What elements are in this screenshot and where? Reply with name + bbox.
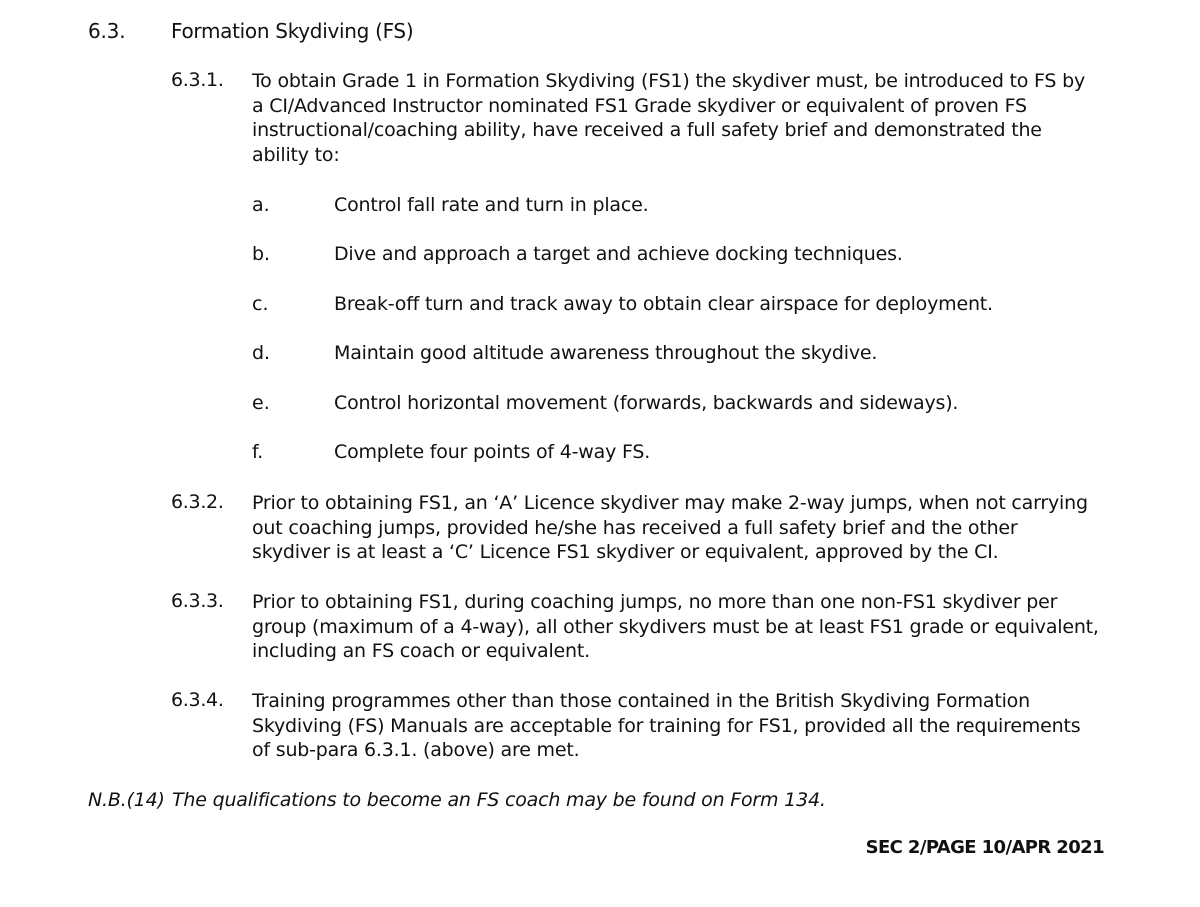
list-item-text: Dive and approach a target and achieve docking techniques.: [334, 243, 903, 265]
paragraph-line: Prior to obtaining FS1, during coaching jumps, no more than one non-FS1 skydiver per: [252, 591, 1058, 613]
note: [88, 789, 826, 811]
page-footer: SEC 2/PAGE 10/APR 2021: [865, 837, 1104, 858]
paragraph-line: ability to:: [252, 143, 340, 166]
paragraph-line: out coaching jumps, provided he/she has received a full safety brief and the other: [252, 516, 1018, 539]
list-item-text: Break-off turn and track away to obtain clear airspace for deployment.: [334, 293, 993, 315]
paragraph-6-3-3: [252, 590, 1112, 664]
paragraph-line: To obtain Grade 1 in Formation Skydiving (FS1) the skydiver must, be introduced to FS by: [252, 70, 1086, 92]
list-item-letter: b.: [252, 243, 271, 265]
list-item-letter: d.: [252, 342, 271, 364]
section-number: 6.3.: [88, 19, 126, 43]
list-item-text: Maintain good altitude awareness throughout the skydive.: [334, 342, 878, 364]
list-item-text: Control horizontal movement (forwards, backwards and sideways).: [334, 392, 959, 414]
paragraph-line: instructional/coaching ability, have received a full safety brief and demonstrated the: [252, 119, 1042, 141]
paragraph-6-3-1: [252, 69, 1112, 167]
paragraph-number-6-3-3: 6.3.3.: [171, 590, 224, 612]
paragraph-line: Skydiving (FS) Manuals are acceptable for training for FS1, provided all the requirements: [252, 714, 1081, 737]
list-item-text: Control fall rate and turn in place.: [334, 194, 649, 216]
paragraph-number-6-3-1: 6.3.1.: [171, 69, 224, 91]
paragraph-6-3-2: [252, 491, 1112, 565]
note-label: N.B.(14): [88, 789, 165, 811]
note-text: The qualifications to become an FS coach may be found on Form 134.: [172, 789, 826, 811]
paragraph-line: a CI/Advanced Instructor nominated FS1 Grade skydiver or equivalent of proven FS: [252, 94, 1027, 117]
paragraph-line: of sub-para 6.3.1. (above) are met.: [252, 739, 580, 761]
section-title: Formation Skydiving (FS): [171, 19, 414, 43]
paragraph-line: Prior to obtaining FS1, an ‘A’ Licence skydiver may make 2-way jumps, when not carrying: [252, 492, 1088, 514]
list-item-letter: c.: [252, 293, 269, 315]
paragraph-line: group (maximum of a 4-way), all other skydivers must be at least FS1 grade or equivalent,: [252, 615, 1099, 638]
paragraph-line: Training programmes other than those contained in the British Skydiving Formation: [252, 690, 1030, 712]
list-item-letter: f.: [252, 441, 264, 463]
paragraph-6-3-4: [252, 689, 1112, 763]
list-item-letter: e.: [252, 392, 270, 414]
list-item-letter: a.: [252, 194, 270, 216]
paragraph-number-6-3-4: 6.3.4.: [171, 689, 224, 711]
paragraph-number-6-3-2: 6.3.2.: [171, 491, 224, 513]
paragraph-line: skydiver is at least a ‘C’ Licence FS1 skydiver or equivalent, approved by the CI.: [252, 541, 999, 563]
list-item-text: Complete four points of 4-way FS.: [334, 441, 651, 463]
paragraph-line: including an FS coach or equivalent.: [252, 640, 590, 662]
